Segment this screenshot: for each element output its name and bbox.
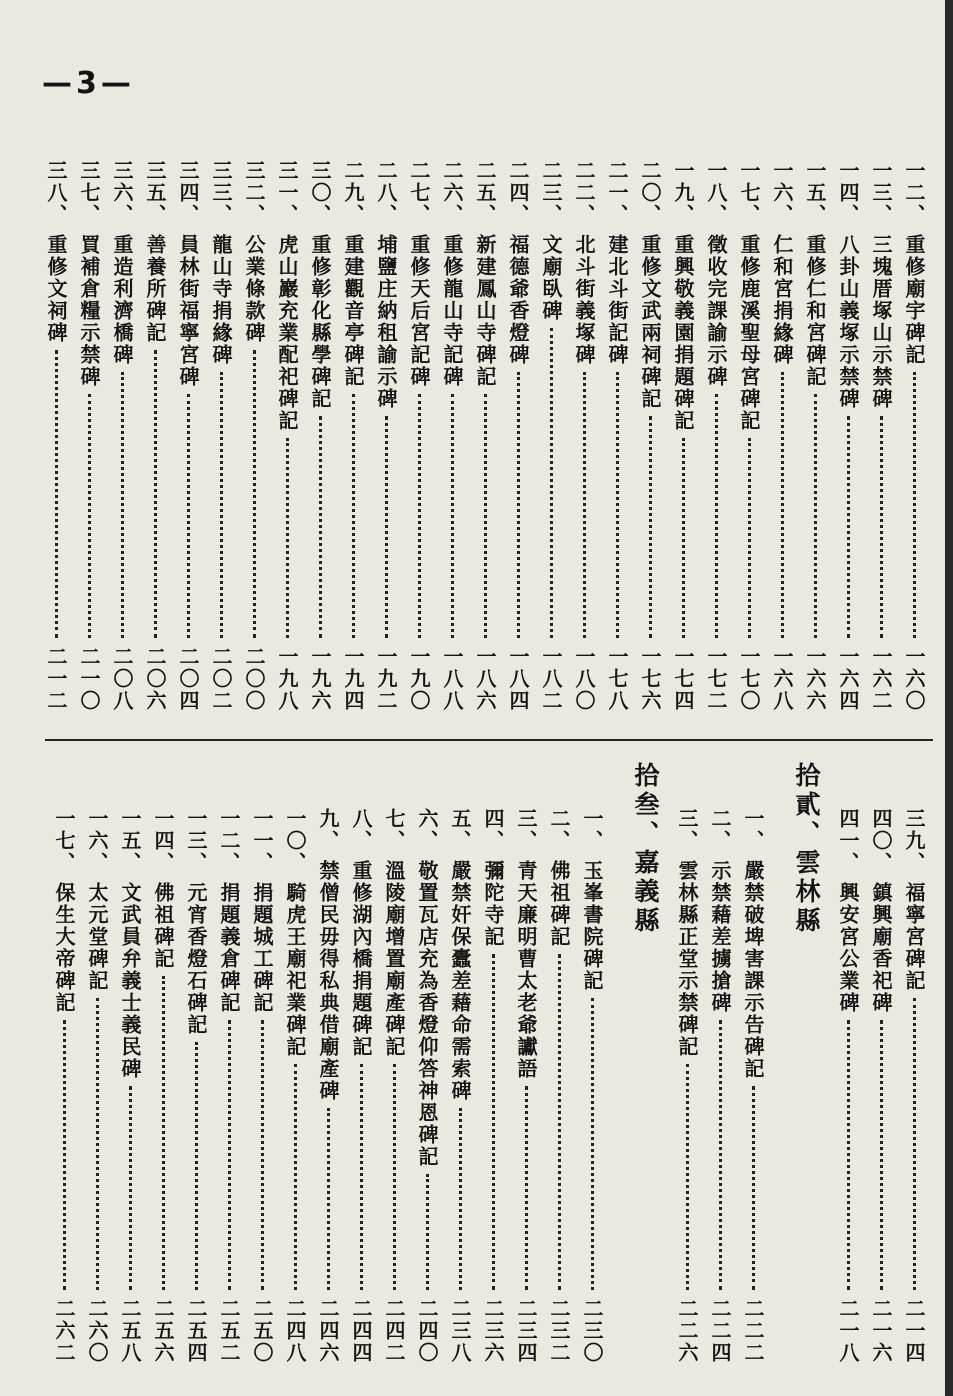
dot-leader — [492, 954, 495, 1290]
entry-page: 二〇四 — [176, 646, 200, 712]
entry-page: 二六〇 — [85, 1298, 109, 1364]
entry-page: 一八六 — [473, 646, 497, 712]
dot-leader — [261, 1020, 264, 1290]
toc-entry[interactable] — [48, 808, 81, 1364]
dot-leader — [591, 998, 594, 1290]
dot-leader — [286, 438, 289, 638]
entry-title: 青天廉明曹太老爺讞語 — [514, 860, 538, 1080]
toc-entry[interactable] — [106, 160, 139, 712]
toc-entry[interactable] — [213, 808, 246, 1364]
entry-title: 雲林縣正堂示禁碑記 — [675, 860, 699, 1058]
entry-title: 公業條款碑 — [242, 234, 266, 344]
entry-page: 二三六 — [481, 1298, 505, 1364]
entry-page: 二〇六 — [143, 646, 167, 712]
entry-number: 八、 — [349, 808, 373, 852]
entry-number: 二一、 — [605, 160, 629, 226]
dot-leader — [880, 1020, 883, 1290]
toc-entry[interactable] — [139, 160, 172, 712]
entry-title: 三塊厝塚山示禁碑 — [869, 234, 893, 410]
entry-number: 二四、 — [506, 160, 530, 226]
entry-number: 二五、 — [473, 160, 497, 226]
dot-leader — [451, 394, 454, 638]
entry-page: 一七六 — [638, 646, 662, 712]
entry-page: 二三八 — [448, 1298, 472, 1364]
toc-entry[interactable] — [568, 160, 601, 712]
entry-title: 太元堂碑記 — [85, 882, 109, 992]
entry-title: 示禁藉差擄搶碑 — [708, 860, 732, 1014]
entry-number: 一四、 — [836, 160, 860, 226]
entry-page: 一八四 — [506, 646, 530, 712]
entry-number: 三、 — [675, 808, 699, 852]
entry-title: 溫陵廟增置廟產碑記 — [382, 860, 406, 1058]
entry-title: 埔鹽庄納租諭示碑 — [374, 234, 398, 410]
dot-leader — [686, 1064, 689, 1290]
entry-title: 文武員弁義士義民碑 — [118, 882, 142, 1080]
section-divider — [45, 739, 933, 741]
dot-leader — [649, 416, 652, 638]
entry-title: 重修仁和宮碑記 — [803, 234, 827, 388]
entry-title: 彌陀寺記 — [481, 860, 505, 948]
entry-page: 二二四 — [708, 1298, 732, 1364]
toc-entry[interactable] — [865, 808, 898, 1364]
entry-title: 捐題城工碑記 — [250, 882, 274, 1014]
entry-number: 三二、 — [242, 160, 266, 226]
entry-title: 重修鹿溪聖母宮碑記 — [737, 234, 761, 432]
entry-title: 重修廟宇碑記 — [902, 234, 926, 366]
dot-leader — [880, 416, 883, 638]
entry-title: 興安宮公業碑 — [836, 882, 860, 1014]
entry-title: 仁和宮捐緣碑 — [770, 234, 794, 366]
scan-edge — [945, 0, 953, 1396]
entry-number: 六、 — [415, 808, 439, 852]
dot-leader — [558, 954, 561, 1290]
entry-title: 佛祖碑記 — [151, 882, 175, 970]
toc-entry[interactable] — [304, 160, 337, 712]
entry-page: 二一六 — [869, 1298, 893, 1364]
toc-entry[interactable] — [411, 808, 444, 1364]
entry-page: 二五六 — [151, 1298, 175, 1364]
entry-title: 徵收完課諭示碑 — [704, 234, 728, 388]
entry-page: 二四二 — [382, 1298, 406, 1364]
toc-entry[interactable] — [535, 160, 568, 712]
toc-entry[interactable] — [766, 160, 799, 712]
toc-entry[interactable] — [502, 160, 535, 712]
entry-number: 二三、 — [539, 160, 563, 226]
entry-number: 一、 — [741, 808, 765, 852]
entry-number: 一四、 — [151, 808, 175, 874]
toc-entry[interactable] — [40, 160, 73, 712]
entry-page: 二三四 — [514, 1298, 538, 1364]
entry-number: 三一、 — [275, 160, 299, 226]
entry-number: 一八、 — [704, 160, 728, 226]
entry-title: 買補倉糧示禁碑 — [77, 234, 101, 388]
entry-number: 一七、 — [52, 808, 76, 874]
entry-title: 重修文武兩祠碑記 — [638, 234, 662, 410]
entry-page: 二〇八 — [110, 646, 134, 712]
entry-number: 一〇、 — [283, 808, 307, 874]
entry-title: 新建鳳山寺碑記 — [473, 234, 497, 388]
entry-title: 嚴禁奸保蠹差藉命需索碑 — [448, 860, 472, 1102]
toc-entry[interactable] — [114, 808, 147, 1364]
entry-number: 三六、 — [110, 160, 134, 226]
dot-leader — [360, 1064, 363, 1290]
dot-leader — [781, 372, 784, 638]
entry-number: 五、 — [448, 808, 472, 852]
entry-number: 二八、 — [374, 160, 398, 226]
entry-page: 一八八 — [440, 646, 464, 712]
entry-page: 一七四 — [671, 646, 695, 712]
dot-leader — [719, 1020, 722, 1290]
entry-title: 重興敬義園捐題碑記 — [671, 234, 695, 432]
toc-entry[interactable] — [865, 160, 898, 712]
dot-leader — [162, 976, 165, 1290]
entry-title: 保生大帝碑記 — [52, 882, 76, 1014]
entry-title: 虎山巖充業配祀碑記 — [275, 234, 299, 432]
toc-entry[interactable] — [671, 808, 704, 1364]
entry-number: 一二、 — [902, 160, 926, 226]
toc-entry[interactable] — [898, 808, 931, 1364]
entry-title: 善養所碑記 — [143, 234, 167, 344]
toc-entry[interactable] — [238, 160, 271, 712]
dot-leader — [752, 1086, 755, 1290]
entry-number: 一一、 — [250, 808, 274, 874]
entry-page: 二〇〇 — [242, 646, 266, 712]
entry-number: 一七、 — [737, 160, 761, 226]
entry-page: 二〇二 — [209, 646, 233, 712]
toc-entry[interactable] — [832, 808, 865, 1364]
entry-number: 二、 — [708, 808, 732, 852]
toc-entry[interactable] — [898, 160, 931, 712]
entry-page: 一六四 — [836, 646, 860, 712]
entry-number: 二、 — [547, 808, 571, 852]
entry-number: 二七、 — [407, 160, 431, 226]
dot-leader — [121, 372, 124, 638]
entry-number: 四〇、 — [869, 808, 893, 874]
dot-leader — [253, 350, 256, 638]
entry-number: 一五、 — [803, 160, 827, 226]
toc-entry[interactable] — [205, 160, 238, 712]
entry-page: 二一八 — [836, 1298, 860, 1364]
page-number: —3— — [42, 66, 135, 101]
entry-title: 重建觀音亭碑記 — [341, 234, 365, 388]
dot-leader — [459, 1108, 462, 1290]
dot-leader — [484, 394, 487, 638]
entry-number: 三五、 — [143, 160, 167, 226]
entry-page: 二五〇 — [250, 1298, 274, 1364]
entry-page: 二四八 — [283, 1298, 307, 1364]
entry-number: 二六、 — [440, 160, 464, 226]
entry-page: 二二二 — [741, 1298, 765, 1364]
entry-page: 一七八 — [605, 646, 629, 712]
entry-page: 一七二 — [704, 646, 728, 712]
entry-number: 一六、 — [85, 808, 109, 874]
section-heading: 拾貳、雲林縣 — [792, 762, 821, 936]
dot-leader — [682, 438, 685, 638]
toc-entry[interactable] — [832, 160, 865, 712]
entry-page: 一九四 — [341, 646, 365, 712]
toc-entry[interactable] — [576, 808, 609, 1364]
dot-leader — [195, 1042, 198, 1290]
entry-title: 福寧宮碑記 — [902, 882, 926, 992]
entry-number: 三三、 — [209, 160, 233, 226]
dot-leader — [294, 1064, 297, 1290]
dot-leader — [748, 438, 751, 638]
dot-leader — [525, 1086, 528, 1290]
entry-title: 重修天后宮記碑 — [407, 234, 431, 388]
entry-title: 鎮興廟香祀碑 — [869, 882, 893, 1014]
entry-page: 一九八 — [275, 646, 299, 712]
entry-title: 重修湖內橋捐題碑記 — [349, 860, 373, 1058]
toc-entry[interactable] — [737, 808, 770, 1364]
entry-number: 七、 — [382, 808, 406, 852]
entry-number: 一三、 — [184, 808, 208, 874]
entry-number: 一、 — [580, 808, 604, 852]
entry-page: 一七〇 — [737, 646, 761, 712]
entry-page: 二四六 — [316, 1298, 340, 1364]
entry-page: 二一〇 — [77, 646, 101, 712]
entry-page: 二一二 — [44, 646, 68, 712]
toc-entry[interactable] — [667, 160, 700, 712]
toc-entry[interactable] — [436, 160, 469, 712]
dot-leader — [913, 998, 916, 1290]
entry-page: 二三〇 — [580, 1298, 604, 1364]
toc-entry[interactable] — [378, 808, 411, 1364]
entry-title: 佛祖碑記 — [547, 860, 571, 948]
entry-page: 一八二 — [539, 646, 563, 712]
entry-title: 玉峯書院碑記 — [580, 860, 604, 992]
entry-number: 四一、 — [836, 808, 860, 874]
toc-entry[interactable] — [147, 808, 180, 1364]
entry-title: 員林街福寧宮碑 — [176, 234, 200, 388]
toc-entry[interactable] — [337, 160, 370, 712]
toc-entry[interactable] — [799, 160, 832, 712]
toc-entry[interactable] — [634, 160, 667, 712]
dot-leader — [814, 394, 817, 638]
entry-title: 捐題義倉碑記 — [217, 882, 241, 1014]
toc-entry[interactable] — [180, 808, 213, 1364]
entry-number: 三七、 — [77, 160, 101, 226]
entry-number: 三八、 — [44, 160, 68, 226]
dot-leader — [517, 372, 520, 638]
entry-page: 二四〇 — [415, 1298, 439, 1364]
entry-title: 元宵香燈石碑記 — [184, 882, 208, 1036]
dot-leader — [616, 372, 619, 638]
entry-number: 二二、 — [572, 160, 596, 226]
entry-number: 四、 — [481, 808, 505, 852]
entry-title: 文廟臥碑 — [539, 234, 563, 322]
entry-title: 敬置瓦店充為香燈仰答神恩碑記 — [415, 860, 439, 1168]
entry-number: 三、 — [514, 808, 538, 852]
entry-page: 二六二 — [52, 1298, 76, 1364]
entry-number: 一九、 — [671, 160, 695, 226]
entry-page: 二一四 — [902, 1298, 926, 1364]
entry-title: 嚴禁破埤害課示告碑記 — [741, 860, 765, 1080]
toc-entry[interactable] — [172, 160, 205, 712]
entry-page: 二二六 — [675, 1298, 699, 1364]
entry-number: 三九、 — [902, 808, 926, 874]
dot-leader — [319, 416, 322, 638]
entry-title: 龍山寺捐緣碑 — [209, 234, 233, 366]
dot-leader — [550, 328, 553, 638]
entry-title: 福德爺香燈碑 — [506, 234, 530, 366]
entry-page: 一八〇 — [572, 646, 596, 712]
toc-entry[interactable] — [601, 160, 634, 712]
dot-leader — [154, 350, 157, 638]
entry-title: 北斗街義塚碑 — [572, 234, 596, 366]
entry-page: 二五四 — [184, 1298, 208, 1364]
toc-entry[interactable] — [700, 160, 733, 712]
dot-leader — [715, 394, 718, 638]
dot-leader — [220, 372, 223, 638]
section-heading: 拾叁、嘉義縣 — [631, 762, 660, 936]
entry-page: 一九二 — [374, 646, 398, 712]
toc-entry[interactable] — [444, 808, 477, 1364]
dot-leader — [63, 1020, 66, 1290]
entry-title: 建北斗街記碑 — [605, 234, 629, 366]
entry-title: 重修文祠碑 — [44, 234, 68, 344]
dot-leader — [187, 394, 190, 638]
toc-entry[interactable] — [81, 808, 114, 1364]
entry-page: 二四四 — [349, 1298, 373, 1364]
entry-title: 重修彰化縣學碑記 — [308, 234, 332, 410]
toc-entry[interactable] — [271, 160, 304, 712]
entry-page: 一九〇 — [407, 646, 431, 712]
toc-entry[interactable] — [403, 160, 436, 712]
dot-leader — [847, 1020, 850, 1290]
entry-title: 八卦山義塚示禁碑 — [836, 234, 860, 410]
dot-leader — [385, 416, 388, 638]
dot-leader — [847, 416, 850, 638]
entry-number: 三四、 — [176, 160, 200, 226]
toc-entry[interactable] — [73, 160, 106, 712]
entry-page: 一六〇 — [902, 646, 926, 712]
dot-leader — [55, 350, 58, 638]
dot-leader — [913, 372, 916, 638]
entry-number: 一六、 — [770, 160, 794, 226]
toc-entry[interactable] — [704, 808, 737, 1364]
entry-number: 一三、 — [869, 160, 893, 226]
dot-leader — [393, 1064, 396, 1290]
toc-section-bottom — [48, 762, 931, 1364]
dot-leader — [352, 394, 355, 638]
toc-entry[interactable] — [477, 808, 510, 1364]
toc-section-top — [40, 160, 931, 712]
toc-entry[interactable] — [543, 808, 576, 1364]
toc-entry[interactable] — [370, 160, 403, 712]
entry-number: 一二、 — [217, 808, 241, 874]
entry-number: 三〇、 — [308, 160, 332, 226]
entry-page: 二五二 — [217, 1298, 241, 1364]
entry-title: 重造利濟橋碑 — [110, 234, 134, 366]
entry-title: 重修龍山寺記碑 — [440, 234, 464, 388]
entry-number: 二〇、 — [638, 160, 662, 226]
toc-entry[interactable] — [345, 808, 378, 1364]
entry-page: 一六八 — [770, 646, 794, 712]
dot-leader — [327, 1108, 330, 1290]
entry-page: 一六六 — [803, 646, 827, 712]
toc-entry[interactable] — [279, 808, 312, 1364]
entry-page: 二三二 — [547, 1298, 571, 1364]
toc-entry[interactable] — [510, 808, 543, 1364]
entry-number: 二九、 — [341, 160, 365, 226]
dot-leader — [583, 372, 586, 638]
dot-leader — [129, 1086, 132, 1290]
entry-title: 禁僧民毋得私典借廟產碑 — [316, 860, 340, 1102]
entry-page: 一六二 — [869, 646, 893, 712]
toc-entry[interactable] — [733, 160, 766, 712]
dot-leader — [88, 394, 91, 638]
dot-leader — [418, 394, 421, 638]
dot-leader — [426, 1174, 429, 1290]
entry-page: 二五八 — [118, 1298, 142, 1364]
entry-page: 一九六 — [308, 646, 332, 712]
toc-entry[interactable] — [246, 808, 279, 1364]
dot-leader — [96, 998, 99, 1290]
dot-leader — [228, 1020, 231, 1290]
entry-number: 九、 — [316, 808, 340, 852]
entry-title: 騎虎王廟祀業碑記 — [283, 882, 307, 1058]
toc-entry[interactable] — [469, 160, 502, 712]
entry-number: 一五、 — [118, 808, 142, 874]
toc-entry[interactable] — [312, 808, 345, 1364]
